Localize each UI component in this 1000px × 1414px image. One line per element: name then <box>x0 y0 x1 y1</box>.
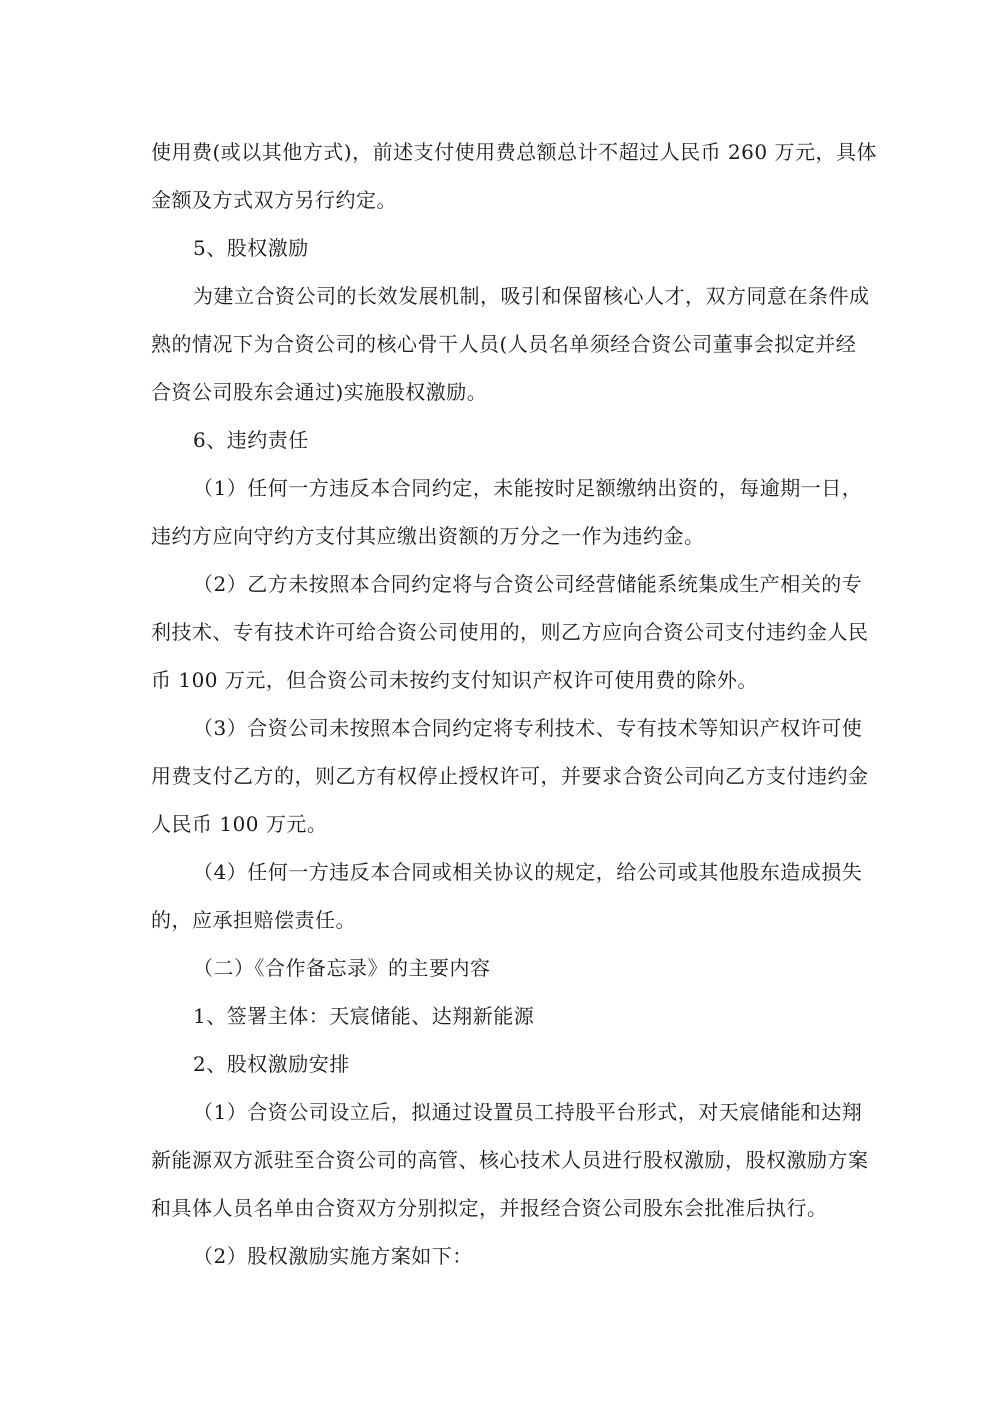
text-line: 和具体人员名单由合资双方分别拟定，并报经合资公司股东会批准后执行。 <box>151 1196 828 1220</box>
text-line: 为建立合资公司的长效发展机制，吸引和保留核心人才，双方同意在条件成 <box>193 284 870 308</box>
text-line: 新能源双方派驻至合资公司的高管、核心技术人员进行股权激励，股权激励方案 <box>151 1148 869 1172</box>
text-line: 熟的情况下为合资公司的核心骨干人员(人员名单须经合资公司董事会拟定并经 <box>151 332 857 356</box>
text-line: 使用费(或以其他方式)，前述支付使用费总额总计不超过人民币 260 万元，具体 <box>151 140 877 164</box>
section-heading-memorandum: （二）《合作备忘录》的主要内容 <box>193 956 491 980</box>
section-heading-liability: 6、违约责任 <box>193 428 309 452</box>
section-heading-incentive-arrangement: 2、股权激励安排 <box>193 1052 350 1076</box>
section-heading-equity-incentive: 5、股权激励 <box>193 236 309 260</box>
text-line: 违约方应向守约方支付其应缴出资额的万分之一作为违约金。 <box>151 524 705 548</box>
text-line: （3）合资公司未按照本合同约定将专利技术、专有技术等知识产权许可使 <box>193 716 863 740</box>
document-body <box>151 128 877 1280</box>
text-line: （2）乙方未按照本合同约定将与合资公司经营储能系统集成生产相关的专 <box>193 572 863 596</box>
text-line: 合资公司股东会通过)实施股权激励。 <box>151 380 488 404</box>
text-line: 金额及方式双方另行约定。 <box>151 188 397 212</box>
section-heading-signatories: 1、签署主体：天宸储能、达翔新能源 <box>193 1004 535 1028</box>
text-line: （2）股权激励实施方案如下： <box>193 1244 473 1268</box>
text-line: （4）任何一方违反本合同或相关协议的规定，给公司或其他股东造成损失 <box>193 860 863 884</box>
text-line: 人民币 100 万元。 <box>151 812 328 836</box>
text-line: 币 100 万元，但合资公司未按约支付知识产权许可使用费的除外。 <box>151 668 758 692</box>
text-line: 的，应承担赔偿责任。 <box>151 908 356 932</box>
text-line: （1）任何一方违反本合同约定，未能按时足额缴纳出资的，每逾期一日， <box>193 476 863 500</box>
text-line: （1）合资公司设立后，拟通过设置员工持股平台形式，对天宸储能和达翔 <box>193 1100 863 1124</box>
text-line: 用费支付乙方的，则乙方有权停止授权许可，并要求合资公司向乙方支付违约金 <box>151 764 869 788</box>
text-line: 利技术、专有技术许可给合资公司使用的，则乙方应向合资公司支付违约金人民 <box>151 620 869 644</box>
